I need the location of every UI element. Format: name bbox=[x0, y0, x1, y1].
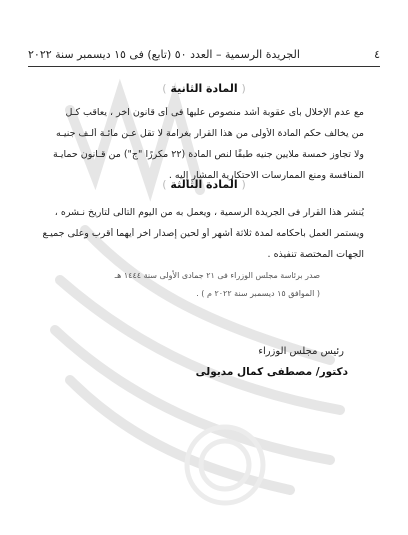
article-2-line: مع عدم الإخلال بأى عقوبة أشد منصوص عليها فى أى قانون آخر ، يعاقب كـل bbox=[65, 107, 364, 118]
article-3-line: يُنشر هذا القرار فى الجريدة الرسمية ، ويعمل به من اليوم التالى لتاريخ نـشره ، bbox=[54, 207, 364, 218]
article-2-line: المنافسة ومنع الممارسات الاحتكارية المشار إليه . bbox=[168, 170, 364, 181]
issued-date-gregorian: ( الموافق ١٥ ديسمبر سنة ٢٠٢٢ م ) . bbox=[196, 289, 320, 298]
article-2-line: ولا تجاوز خمسة ملايين جنيه طبقًا لنص المادة (٢٢ مكررًا "ج") من قـانون حمايـة bbox=[52, 149, 364, 160]
running-title: الجريدة الرسمية – العدد ٥٠ (تابع) فى ١٥ ديسمبر سنة ٢٠٢٢ bbox=[28, 48, 300, 61]
article-3-heading: ( المادة الثالثة ) bbox=[162, 178, 246, 191]
article-2-line: من يخالف حكم المادة الأولى من هذا القرار بغرامة لا تقل عـن مائـة ألـف جنيـه bbox=[56, 128, 364, 139]
page-header bbox=[28, 48, 380, 61]
article-2-title: المادة الثانية bbox=[170, 82, 238, 95]
article-3-title: المادة الثالثة bbox=[170, 178, 238, 191]
signatory-title: رئيس مجلس الوزراء bbox=[258, 346, 344, 357]
issued-date-hijri: صدر برئاسة مجلس الوزراء فى ٢١ جمادى الأولى سنة ١٤٤٤ هـ bbox=[114, 271, 320, 280]
article-3-line: الجهات المختصة تنفيذه . bbox=[267, 249, 364, 260]
article-2-heading: ( المادة الثانية ) bbox=[162, 82, 246, 95]
signatory-name: دكتور/ مصطفى كمال مدبولى bbox=[195, 366, 348, 378]
header-divider bbox=[28, 66, 380, 67]
page-number: ٤ bbox=[374, 48, 380, 61]
article-3-line: ويستمر العمل بأحكامه لمدة ثلاثة أشهر أو لحين إصدار آخر أيهما أقرب وعلى جميـع bbox=[42, 228, 364, 239]
